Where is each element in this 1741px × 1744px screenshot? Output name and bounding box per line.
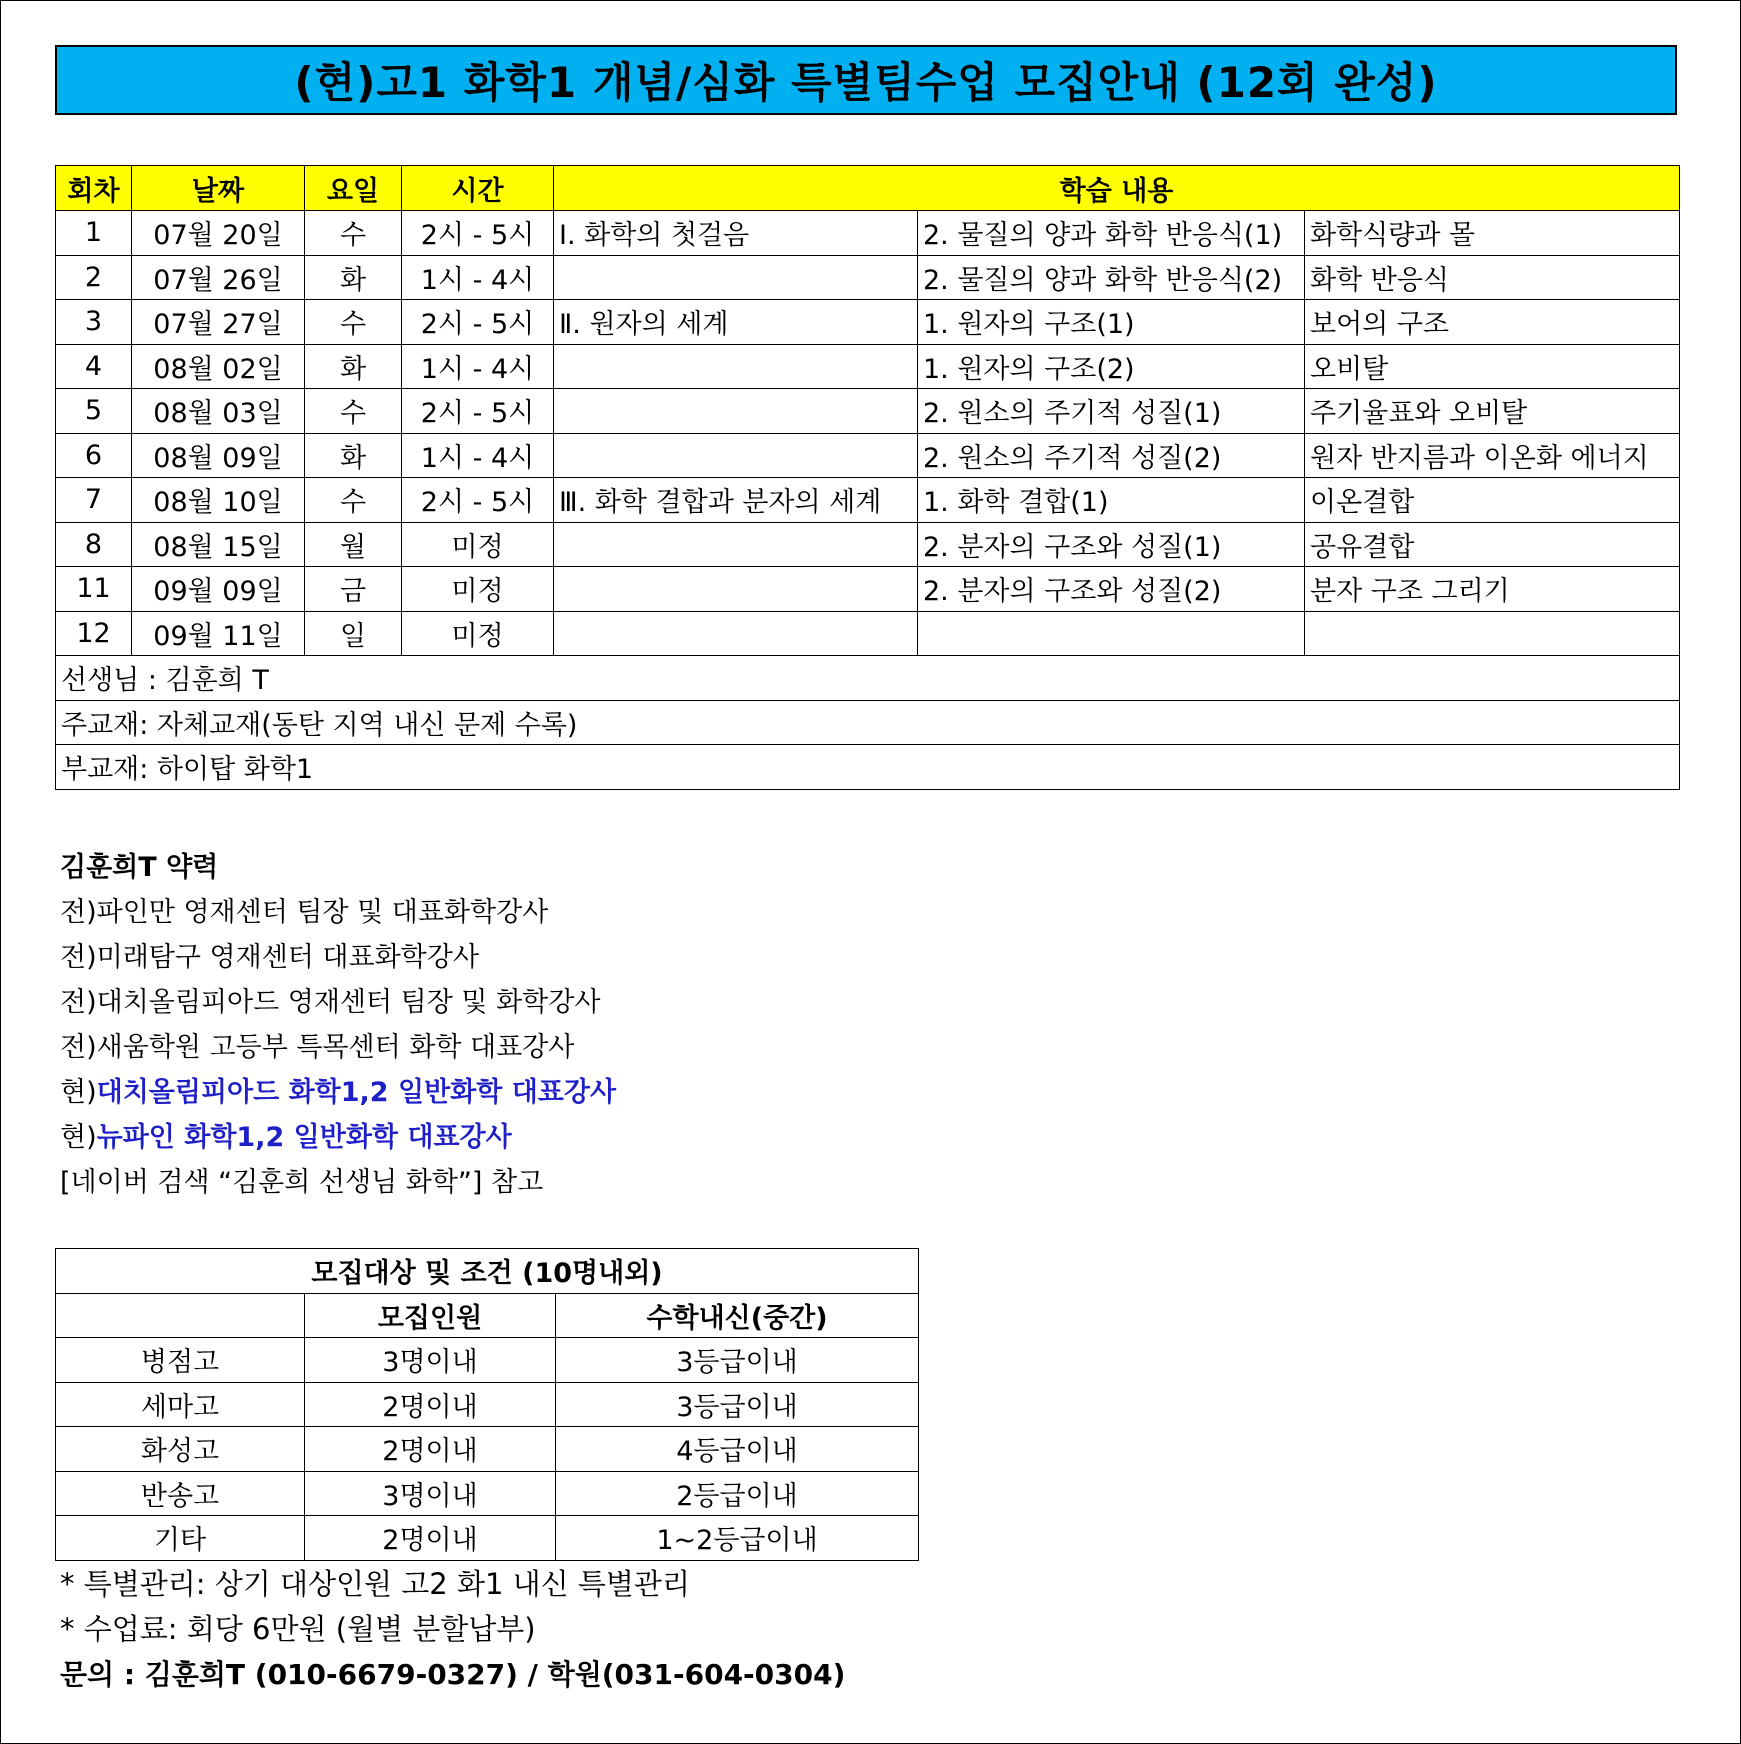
topic-cell: 공유결합 — [1305, 522, 1680, 567]
day-cell: 화 — [305, 344, 402, 389]
time-cell: 미정 — [402, 567, 554, 612]
date-cell: 09월 11일 — [132, 611, 305, 656]
chapter-cell: 1. 화학 결합(1) — [918, 478, 1305, 523]
page-title: (현)고1 화학1 개념/심화 특별팀수업 모집안내 (12회 완성) — [55, 45, 1677, 115]
school-cell: 기타 — [56, 1516, 305, 1561]
header-day: 요일 — [305, 166, 402, 211]
header-session: 회차 — [56, 166, 132, 211]
chapter-cell — [918, 611, 1305, 656]
day-cell: 수 — [305, 300, 402, 345]
chapter-cell: 2. 분자의 구조와 성질(1) — [918, 522, 1305, 567]
time-cell: 2시 - 5시 — [402, 389, 554, 434]
bio-past-item: 전)파인만 영재센터 팀장 및 대표화학강사 — [60, 897, 549, 928]
schedule-row — [56, 300, 1680, 345]
day-cell: 화 — [305, 433, 402, 478]
chapter-cell: 2. 물질의 양과 화학 반응식(1) — [918, 211, 1305, 256]
bio-past-item: 전)미래탐구 영재센터 대표화학강사 — [60, 942, 479, 973]
session-cell: 5 — [56, 389, 132, 434]
schedule-row — [56, 433, 1680, 478]
schedule-row — [56, 211, 1680, 256]
recruit-row — [56, 1427, 919, 1472]
schedule-row — [56, 478, 1680, 523]
recruit-table — [55, 1248, 919, 1561]
day-cell: 수 — [305, 478, 402, 523]
schedule-table — [55, 165, 1680, 790]
day-cell: 화 — [305, 255, 402, 300]
header-time: 시간 — [402, 166, 554, 211]
date-cell: 08월 09일 — [132, 433, 305, 478]
schedule-row — [56, 522, 1680, 567]
chapter-cell: 2. 분자의 구조와 성질(2) — [918, 567, 1305, 612]
time-cell: 미정 — [402, 522, 554, 567]
contact-info: 문의 : 김훈희T (010-6679-0327) / 학원(031-604-0304) — [60, 1658, 846, 1691]
topic-cell: 화학 반응식 — [1305, 255, 1680, 300]
day-cell: 월 — [305, 522, 402, 567]
session-cell: 3 — [56, 300, 132, 345]
session-cell: 2 — [56, 255, 132, 300]
date-cell: 07월 20일 — [132, 211, 305, 256]
day-cell: 수 — [305, 211, 402, 256]
time-cell: 2시 - 5시 — [402, 478, 554, 523]
time-cell: 1시 - 4시 — [402, 433, 554, 478]
count-cell: 3명이내 — [305, 1471, 556, 1516]
schedule-row — [56, 389, 1680, 434]
count-cell: 2명이내 — [305, 1382, 556, 1427]
grade-cell: 2등급이내 — [556, 1471, 919, 1516]
count-cell: 2명이내 — [305, 1427, 556, 1472]
day-cell: 일 — [305, 611, 402, 656]
time-cell: 1시 - 4시 — [402, 255, 554, 300]
bio-current-item — [60, 1115, 616, 1160]
time-cell: 미정 — [402, 611, 554, 656]
unit-cell — [554, 567, 918, 612]
session-cell: 8 — [56, 522, 132, 567]
topic-cell: 화학식량과 몰 — [1305, 211, 1680, 256]
date-cell: 08월 03일 — [132, 389, 305, 434]
teacher-bio — [60, 845, 616, 1205]
count-cell: 3명이내 — [305, 1338, 556, 1383]
recruit-title: 모집대상 및 조건 (10명내외) — [56, 1249, 919, 1294]
header-content: 학습 내용 — [554, 166, 1680, 211]
bio-current-prefix: 현) — [60, 1077, 97, 1108]
bio-heading: 김훈희T 약력 — [60, 852, 219, 883]
date-cell: 07월 26일 — [132, 255, 305, 300]
day-cell: 수 — [305, 389, 402, 434]
topic-cell: 원자 반지름과 이온화 에너지 — [1305, 433, 1680, 478]
header-date: 날짜 — [132, 166, 305, 211]
date-cell: 08월 10일 — [132, 478, 305, 523]
session-cell: 1 — [56, 211, 132, 256]
recruit-body — [56, 1249, 919, 1561]
notes — [60, 1562, 845, 1697]
school-cell: 화성고 — [56, 1427, 305, 1472]
unit-cell — [554, 611, 918, 656]
chapter-cell: 1. 원자의 구조(2) — [918, 344, 1305, 389]
topic-cell: 오비탈 — [1305, 344, 1680, 389]
grade-cell: 4등급이내 — [556, 1427, 919, 1472]
session-cell: 7 — [56, 478, 132, 523]
session-cell: 11 — [56, 567, 132, 612]
school-cell: 세마고 — [56, 1382, 305, 1427]
fee-note: * 수업료: 회당 6만원 (월별 분할납부) — [60, 1612, 536, 1646]
schedule-body — [56, 211, 1680, 656]
time-cell: 2시 - 5시 — [402, 211, 554, 256]
chapter-cell: 2. 원소의 주기적 성질(2) — [918, 433, 1305, 478]
schedule-row — [56, 255, 1680, 300]
recruit-header-grade: 수학내신(중간) — [556, 1293, 919, 1338]
unit-cell: Ⅰ. 화학의 첫걸음 — [554, 211, 918, 256]
recruit-row — [56, 1338, 919, 1383]
date-cell: 07월 27일 — [132, 300, 305, 345]
main-book-row: 주교재: 자체교재(동탄 지역 내신 문제 수록) — [56, 700, 1680, 745]
unit-cell: Ⅲ. 화학 결합과 분자의 세계 — [554, 478, 918, 523]
recruit-row — [56, 1516, 919, 1561]
date-cell: 08월 02일 — [132, 344, 305, 389]
schedule-header-row — [56, 166, 1680, 211]
session-cell: 4 — [56, 344, 132, 389]
topic-cell — [1305, 611, 1680, 656]
recruit-header-count: 모집인원 — [305, 1293, 556, 1338]
date-cell: 08월 15일 — [132, 522, 305, 567]
unit-cell: Ⅱ. 원자의 세계 — [554, 300, 918, 345]
unit-cell — [554, 255, 918, 300]
time-cell: 1시 - 4시 — [402, 344, 554, 389]
bio-current-text: 대치올림피아드 화학1,2 일반화학 대표강사 — [96, 1077, 617, 1108]
session-cell: 6 — [56, 433, 132, 478]
unit-cell — [554, 389, 918, 434]
unit-cell — [554, 522, 918, 567]
bio-past-item: 전)대치올림피아드 영재센터 팀장 및 화학강사 — [60, 987, 601, 1018]
schedule-row — [56, 567, 1680, 612]
bio-current-item — [60, 1070, 616, 1115]
topic-cell: 이온결합 — [1305, 478, 1680, 523]
teacher-row: 선생님 : 김훈희 T — [56, 656, 1680, 701]
bio-current-text: 뉴파인 화학1,2 일반화학 대표강사 — [96, 1122, 512, 1153]
topic-cell: 보어의 구조 — [1305, 300, 1680, 345]
schedule-row — [56, 344, 1680, 389]
count-cell: 2명이내 — [305, 1516, 556, 1561]
school-cell: 병점고 — [56, 1338, 305, 1383]
sub-book-row: 부교재: 하이탑 화학1 — [56, 745, 1680, 790]
day-cell: 금 — [305, 567, 402, 612]
grade-cell: 3등급이내 — [556, 1382, 919, 1427]
bio-past-item: 전)새움학원 고등부 특목센터 화학 대표강사 — [60, 1032, 575, 1063]
time-cell: 2시 - 5시 — [402, 300, 554, 345]
recruit-row — [56, 1382, 919, 1427]
special-care-note: * 특별관리: 상기 대상인원 고2 화1 내신 특별관리 — [60, 1567, 690, 1601]
recruit-row — [56, 1471, 919, 1516]
bio-reference: [네이버 검색 “김훈희 선생님 화학”] 참고 — [60, 1167, 544, 1198]
chapter-cell: 2. 원소의 주기적 성질(1) — [918, 389, 1305, 434]
chapter-cell: 2. 물질의 양과 화학 반응식(2) — [918, 255, 1305, 300]
topic-cell: 분자 구조 그리기 — [1305, 567, 1680, 612]
schedule-row — [56, 611, 1680, 656]
session-cell: 12 — [56, 611, 132, 656]
grade-cell: 3등급이내 — [556, 1338, 919, 1383]
date-cell: 09월 09일 — [132, 567, 305, 612]
bio-current-prefix: 현) — [60, 1122, 97, 1153]
recruit-header-blank — [56, 1293, 305, 1338]
grade-cell: 1~2등급이내 — [556, 1516, 919, 1561]
school-cell: 반송고 — [56, 1471, 305, 1516]
topic-cell: 주기율표와 오비탈 — [1305, 389, 1680, 434]
chapter-cell: 1. 원자의 구조(1) — [918, 300, 1305, 345]
unit-cell — [554, 344, 918, 389]
unit-cell — [554, 433, 918, 478]
